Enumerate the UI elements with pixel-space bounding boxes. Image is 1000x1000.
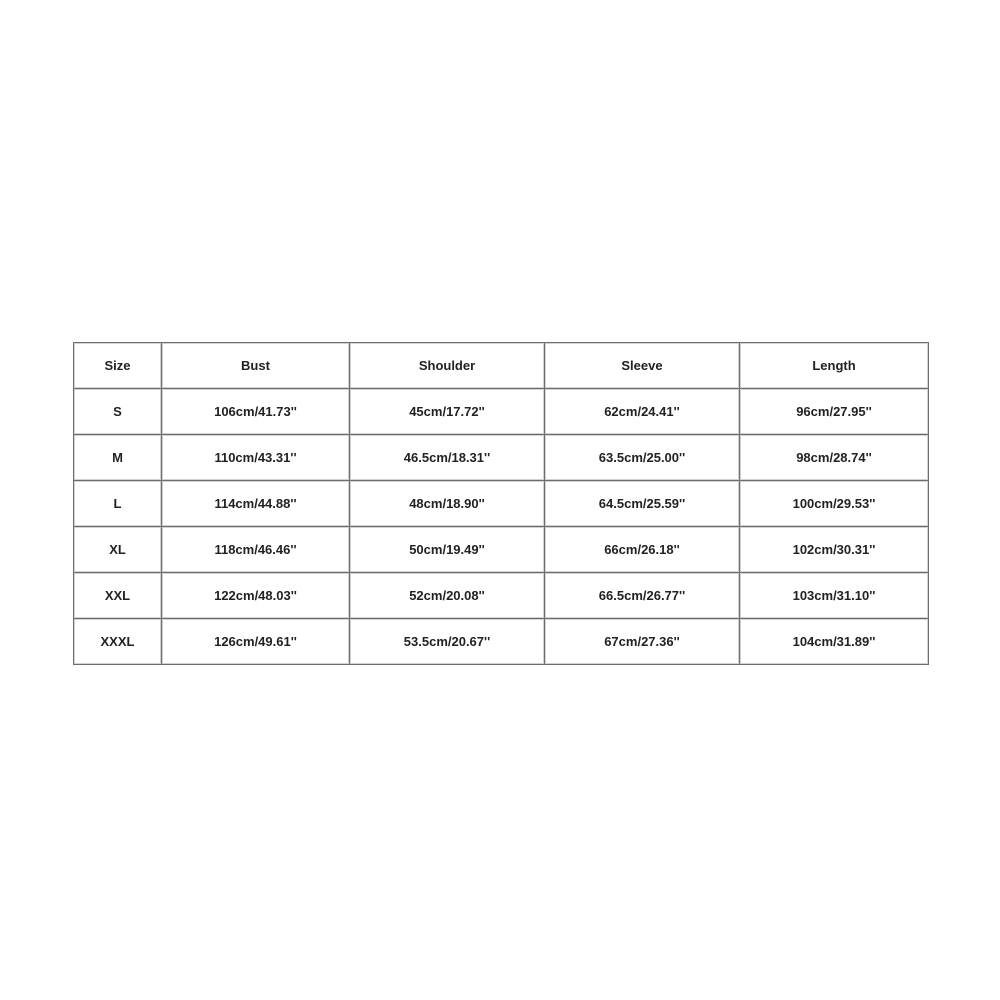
table-row xyxy=(74,573,929,619)
cell-sleeve: 67cm/27.36'' xyxy=(545,619,740,665)
cell-size: XXXL xyxy=(74,619,162,665)
cell-size: XL xyxy=(74,527,162,573)
header-bust: Bust xyxy=(162,343,350,389)
cell-shoulder: 48cm/18.90'' xyxy=(350,481,545,527)
header-length: Length xyxy=(740,343,929,389)
cell-sleeve: 66cm/26.18'' xyxy=(545,527,740,573)
cell-shoulder: 50cm/19.49'' xyxy=(350,527,545,573)
cell-shoulder: 45cm/17.72'' xyxy=(350,389,545,435)
cell-sleeve: 63.5cm/25.00'' xyxy=(545,435,740,481)
cell-length: 98cm/28.74'' xyxy=(740,435,929,481)
cell-length: 104cm/31.89'' xyxy=(740,619,929,665)
cell-size: S xyxy=(74,389,162,435)
cell-length: 96cm/27.95'' xyxy=(740,389,929,435)
table-row xyxy=(74,389,929,435)
cell-bust: 118cm/46.46'' xyxy=(162,527,350,573)
cell-shoulder: 46.5cm/18.31'' xyxy=(350,435,545,481)
cell-size: L xyxy=(74,481,162,527)
cell-shoulder: 53.5cm/20.67'' xyxy=(350,619,545,665)
cell-bust: 126cm/49.61'' xyxy=(162,619,350,665)
table-row xyxy=(74,481,929,527)
header-row xyxy=(74,343,929,389)
header-shoulder: Shoulder xyxy=(350,343,545,389)
cell-bust: 110cm/43.31'' xyxy=(162,435,350,481)
cell-length: 103cm/31.10'' xyxy=(740,573,929,619)
cell-bust: 106cm/41.73'' xyxy=(162,389,350,435)
cell-bust: 114cm/44.88'' xyxy=(162,481,350,527)
table-row xyxy=(74,527,929,573)
table-row xyxy=(74,619,929,665)
cell-bust: 122cm/48.03'' xyxy=(162,573,350,619)
cell-sleeve: 64.5cm/25.59'' xyxy=(545,481,740,527)
size-chart-table xyxy=(73,342,929,665)
cell-length: 100cm/29.53'' xyxy=(740,481,929,527)
table-row xyxy=(74,435,929,481)
cell-length: 102cm/30.31'' xyxy=(740,527,929,573)
cell-sleeve: 62cm/24.41'' xyxy=(545,389,740,435)
cell-shoulder: 52cm/20.08'' xyxy=(350,573,545,619)
header-size: Size xyxy=(74,343,162,389)
cell-size: XXL xyxy=(74,573,162,619)
cell-sleeve: 66.5cm/26.77'' xyxy=(545,573,740,619)
cell-size: M xyxy=(74,435,162,481)
header-sleeve: Sleeve xyxy=(545,343,740,389)
